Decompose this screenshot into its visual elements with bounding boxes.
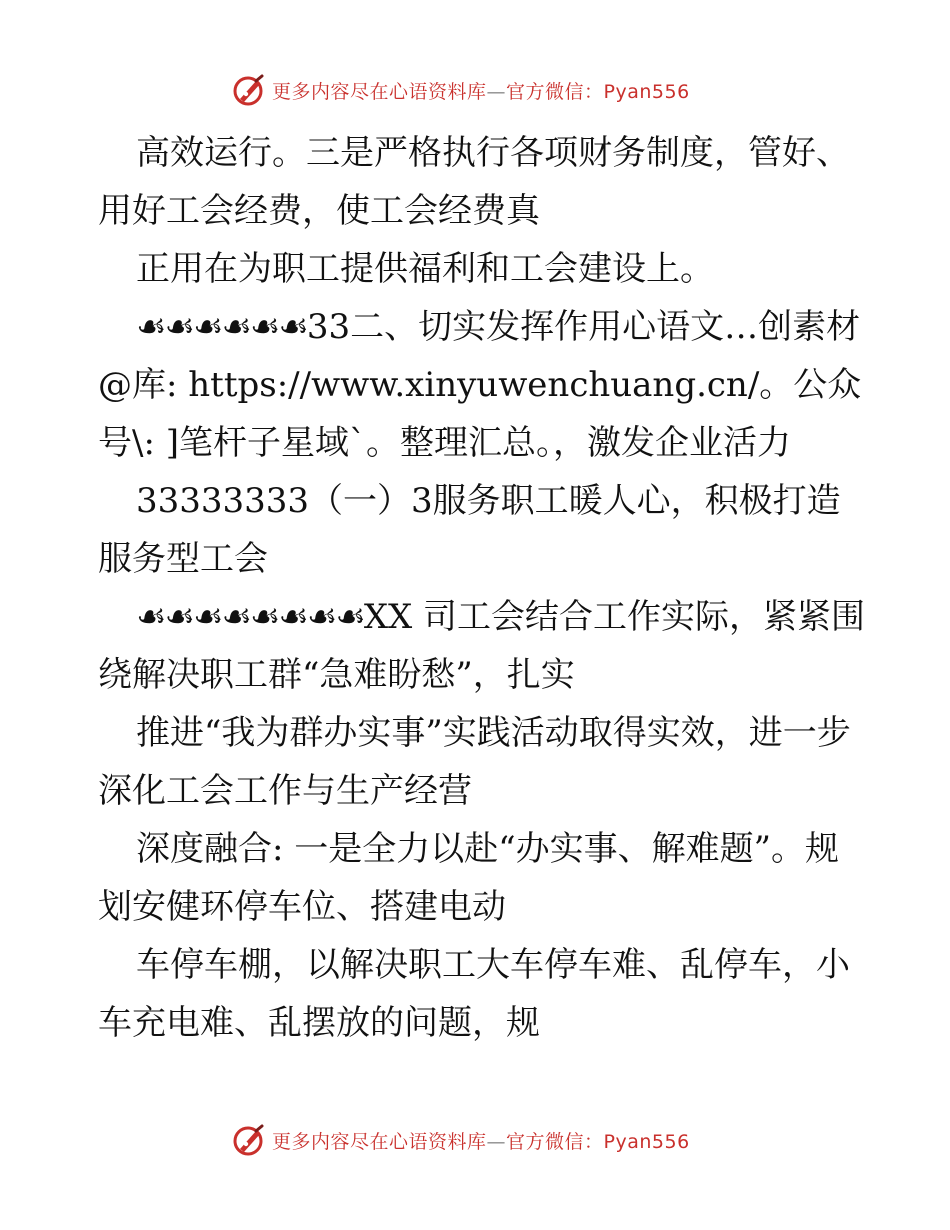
banner-main-text: 更多内容尽在心语资料库 xyxy=(272,80,487,103)
banner-wechat-id: Pyan556 xyxy=(603,1130,690,1153)
paragraph-8 xyxy=(98,936,868,1052)
banner-text xyxy=(272,1127,690,1154)
banner-wechat-label: 官方微信： xyxy=(506,1130,604,1153)
paragraph-2 xyxy=(98,240,868,298)
document-body xyxy=(98,124,868,1052)
banner-separator: — xyxy=(486,80,507,103)
banner-main-text: 更多内容尽在心语资料库 xyxy=(272,1130,487,1153)
paragraph-6 xyxy=(98,704,868,820)
footer-banner xyxy=(232,1122,690,1158)
paragraph-7 xyxy=(98,820,868,936)
paragraph-text: 高效运行。三是严格执行各项财务制度，管好、用好工会经费，使工会经费真 xyxy=(98,133,850,231)
paragraph-text: 33333333（一）3服务职工暖人心，积极打造服务型工会 xyxy=(98,481,841,579)
paragraph-text: XX 司工会结合工作实际，紧紧围绕解决职工群“急难盼愁”，扎实 xyxy=(98,597,866,695)
paragraph-4 xyxy=(98,472,868,588)
paragraph-text: 正用在为职工提供福利和工会建设上。 xyxy=(136,249,714,289)
paragraph-3 xyxy=(98,298,868,472)
paragraph-text: 推进“我为群办实事”实践活动取得实效，进一步深化工会工作与生产经营 xyxy=(98,713,851,811)
pen-logo-icon xyxy=(232,73,266,107)
pen-logo-icon xyxy=(232,1123,266,1157)
paragraph-text: 深度融合: 一是全力以赴“办实事、解难题”。规划安健环停车位、搭建电动 xyxy=(98,829,840,927)
ornament-glyphs: ☙☙☙☙☙☙ xyxy=(136,307,307,347)
banner-separator: — xyxy=(486,1130,507,1153)
banner-wechat-id: Pyan556 xyxy=(603,80,690,103)
banner-wechat-label: 官方微信： xyxy=(506,80,604,103)
banner-text xyxy=(272,77,690,104)
paragraph-text: 33二、切实发挥作用心语文…创素材@库: https://www.xinyuwenchuang.cn/。公众号\: ]笔杆子星域`。整理汇总。，激发企业活力 xyxy=(98,307,862,463)
ornament-glyphs: ☙☙☙☙☙☙☙☙ xyxy=(136,597,364,637)
header-banner xyxy=(232,72,690,108)
paragraph-1 xyxy=(98,124,868,240)
paragraph-text: 车停车棚，以解决职工大车停车难、乱停车，小车充电难、乱摆放的问题，规 xyxy=(98,945,850,1043)
paragraph-5 xyxy=(98,588,868,704)
